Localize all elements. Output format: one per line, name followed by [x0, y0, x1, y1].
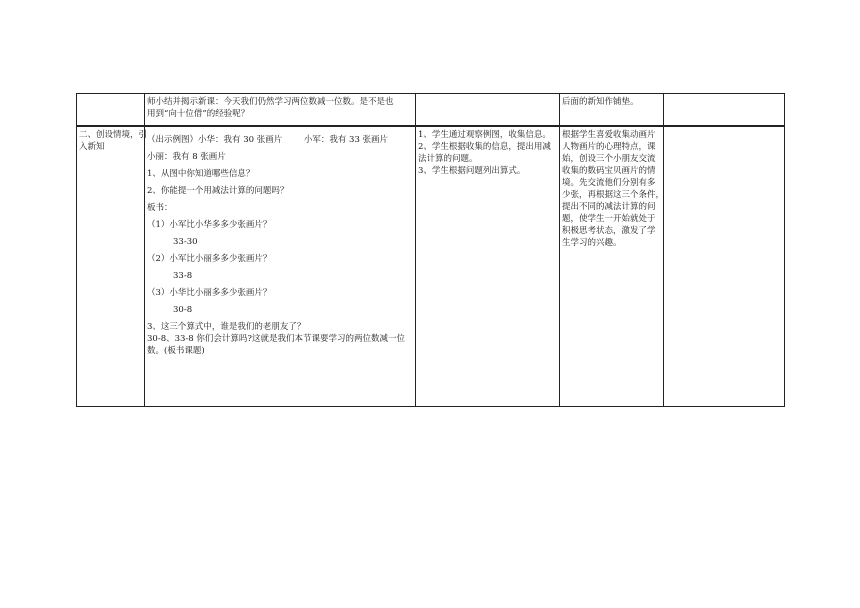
text-line: 积极思考状态，激发了学 [562, 226, 656, 236]
text-line: 2、你能提一个用减法计算的问题吗？ [147, 186, 289, 196]
text-line: 生学习的兴趣。 [562, 238, 622, 248]
text-line: 2、学生根据收集的信息，提出用减 [418, 142, 551, 152]
notes-cell [664, 94, 785, 127]
stage-cell [77, 126, 148, 407]
text-line: 境。先交流他们分别有多 [562, 178, 656, 188]
text-line: 数。(板书课题) [147, 346, 205, 356]
text-line: 板书： [147, 203, 173, 213]
text-line: 收集的数码宝贝画片的情 [562, 166, 656, 176]
text-line: 根据学生喜爱收集动画片 [562, 130, 656, 140]
text-line: 人物画片的心理特点，课 [562, 142, 656, 152]
text-line: 3、学生根据问题列出算式。 [418, 166, 526, 176]
table-row [77, 126, 785, 407]
stage-title: 二、创设情境，引 [79, 130, 148, 140]
text-line: 始，创设三个小朋友交流 [562, 154, 656, 164]
text-line: （1）小军比小华多多少张画片？ [147, 220, 272, 230]
text-line: （出示例图）小华：我有 30 张画片 小军：我有 33 张画片 [147, 135, 389, 145]
text-line: 提出不同的减法计算的问 [562, 202, 656, 212]
text-line: 少张，再根据这三个条件， [562, 190, 665, 200]
table-row [77, 94, 785, 127]
text-line: 33-30 [173, 237, 198, 247]
text-line: 30-8、33-8 你们会计算吗?这就是我们本节课要学习的两位数减一位 [147, 334, 405, 344]
text-line: 后面的新知作铺垫。 [562, 97, 639, 107]
design-intent-cell [560, 126, 664, 407]
text-line: （3）小华比小丽多多少张画片？ [147, 288, 272, 298]
text-line: （2）小军比小丽多多少张画片？ [147, 254, 272, 264]
notes-cell [664, 126, 785, 407]
text-line: 用到“向十位借”的经验呢？ [147, 109, 250, 119]
lesson-plan-table [76, 93, 785, 407]
text-line: 师小结并揭示新课：今天我们仍然学习两位数减一位数。是不是也 [147, 97, 394, 107]
student-activity-cell [416, 94, 560, 127]
teacher-activity-cell [145, 94, 416, 127]
text-line: 1、学生通过观察例图，收集信息。 [418, 130, 551, 140]
text-line: 1、从图中你知道哪些信息？ [147, 169, 255, 179]
text-line: 3、这三个算式中，谁是我们的老朋友了？ [147, 322, 306, 332]
text-line: 小丽：我有 8 张画片 [147, 152, 226, 162]
student-activity-cell [416, 126, 560, 407]
text-line: 33-8 [173, 271, 193, 281]
teacher-activity-cell [145, 126, 416, 407]
stage-cell [77, 94, 145, 127]
text-line: 法计算的问题。 [418, 154, 478, 164]
design-intent-cell [560, 94, 664, 127]
text-line: 30-8 [173, 305, 193, 315]
text-line: 题，使学生一开始就处于 [562, 214, 656, 224]
stage-title: 入新知 [79, 142, 105, 152]
